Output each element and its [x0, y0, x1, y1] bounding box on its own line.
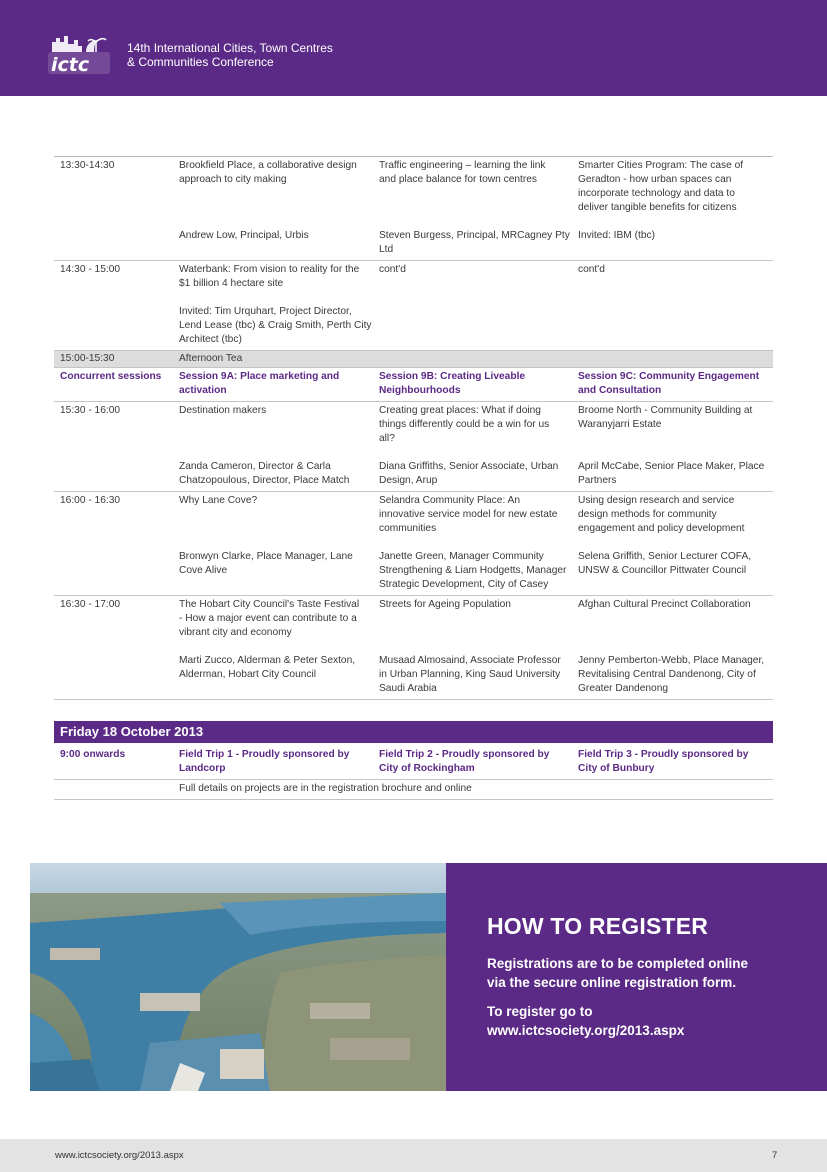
talk-title: Waranyjarri Estate: [578, 419, 662, 430]
register-text: Registrations are to be completed online via the secure online registration form.: [487, 956, 749, 990]
field-trip-line: Field Trip 3 - Proudly sponsored by: [578, 749, 749, 760]
time-cell: 14:30 - 15:00: [60, 264, 121, 275]
talk-title: and place balance for town centres: [379, 174, 538, 185]
time-cell: 15:00-15:30: [60, 353, 115, 364]
speaker: Bronwyn Clarke, Place Manager, Lane: [179, 551, 353, 562]
page-header: [0, 0, 827, 96]
speaker: Saudi Arabia: [379, 683, 437, 694]
table-row: [54, 492, 773, 596]
speaker: Diana Griffiths, Senior Associate, Urban: [379, 461, 559, 472]
friday-table: [54, 746, 773, 800]
time-cell: 15:30 - 16:00: [60, 405, 121, 416]
register-panel: [446, 863, 827, 1091]
register-title: HOW TO REGISTER: [487, 913, 709, 939]
talk-title: Creating great places: What if doing: [379, 405, 541, 416]
talk-title: Waterbank: From vision to reality for the: [179, 264, 360, 275]
field-trip: [578, 746, 773, 779]
aerial-photo: [30, 863, 446, 1091]
speaker: Revitalising Central Dandenong, City of: [578, 669, 756, 680]
ictc-logo: [46, 30, 112, 76]
speaker: in Urban Planning, King Saud University: [379, 669, 561, 680]
talk-title: Using design research and service: [578, 495, 735, 506]
talk-title: things differently could be a win for us: [379, 419, 550, 430]
speaker: Strategic Development, City of Casey: [379, 579, 549, 590]
speaker: Andrew Low, Principal, Urbis: [179, 230, 309, 241]
talk-title: incorporate technology and data to: [578, 188, 735, 199]
session-cell: [179, 157, 379, 260]
time-cell: 13:30-14:30: [60, 160, 115, 171]
talk-title: - How a major event can contribute to a: [179, 613, 357, 624]
session-heading: [379, 368, 578, 401]
speaker: Design, Arup: [379, 475, 438, 486]
time-cell: 16:30 - 17:00: [60, 599, 121, 610]
session-cell: [379, 402, 578, 491]
speaker: Ltd: [379, 244, 394, 255]
session-heading-line: Session 9B: Creating Liveable: [379, 371, 526, 382]
session-cell: [179, 596, 379, 699]
session-cell: cont'd: [379, 264, 406, 275]
talk-title: Brookfield Place, a collaborative design: [179, 160, 357, 171]
talk-title: Streets for Ageing Population: [379, 599, 511, 610]
field-trip: [379, 746, 578, 779]
speaker: Lend Lease (tbc) & Craig Smith, Perth City: [179, 320, 372, 331]
footer-url[interactable]: www.ictcsociety.org/2013.aspx: [55, 1150, 184, 1161]
session-cell: [578, 402, 773, 491]
talk-title: Afghan Cultural Precinct Collaboration: [578, 599, 751, 610]
time-cell: 9:00 onwards: [60, 749, 126, 760]
day-heading: Friday 18 October 2013: [54, 721, 773, 743]
speaker: Chatzopoulous, Director, Place Match: [179, 475, 350, 486]
table-row: [54, 261, 773, 351]
session-heading: [179, 368, 379, 401]
speaker: Cove Alive: [179, 565, 228, 576]
speaker: UNSW & Councillor Pittwater Council: [578, 565, 747, 576]
speaker: Partners: [578, 475, 617, 486]
session-heading-line: activation: [179, 385, 227, 396]
field-trip-line: Field Trip 1 - Proudly sponsored by: [179, 749, 350, 760]
talk-title: approach to city making: [179, 174, 287, 185]
conference-title-line2: & Communities Conference: [127, 55, 274, 69]
talk-title: Why Lane Cove?: [179, 495, 258, 506]
talk-title: Geradton - how urban spaces can: [578, 174, 732, 185]
session-cell: [179, 261, 379, 350]
talk-title: innovative service model for new estate: [379, 509, 558, 520]
talk-title: Traffic engineering – learning the link: [379, 160, 546, 171]
session-cell: [578, 492, 773, 595]
talk-title: deliver tangible benefits for citizens: [578, 202, 737, 213]
speaker: Zanda Cameron, Director & Carla: [179, 461, 331, 472]
talk-title: $1 billion 4 hectare site: [179, 278, 284, 289]
talk-title: all?: [379, 433, 395, 444]
sessions-label: Concurrent sessions: [60, 371, 162, 382]
break-label: Afternoon Tea: [179, 353, 243, 364]
speaker: Strengthening & Liam Hodgetts, Manager: [379, 565, 567, 576]
page-number: 7: [772, 1150, 778, 1161]
sessions-header-row: [54, 368, 773, 402]
session-cell: [578, 596, 773, 699]
session-heading-line: Neighbourhoods: [379, 385, 461, 396]
table-row: [54, 402, 773, 492]
table-row-break: [54, 351, 773, 368]
conference-title: [127, 41, 333, 69]
field-trip-line: Field Trip 2 - Proudly sponsored by: [379, 749, 550, 760]
session-cell: [179, 492, 379, 595]
session-cell: [578, 157, 773, 260]
session-cell: [379, 492, 578, 595]
talk-title: The Hobart City Council's Taste Festival: [179, 599, 360, 610]
speaker: Janette Green, Manager Community: [379, 551, 544, 562]
session-cell: [379, 596, 578, 699]
table-row: [54, 156, 773, 261]
speaker: Musaad Almosaind, Associate Professor: [379, 655, 561, 666]
session-cell: [379, 157, 578, 260]
talk-title: Selandra Community Place: An: [379, 495, 520, 506]
speaker: Alderman, Hobart City Council: [179, 669, 317, 680]
table-row: [54, 746, 773, 780]
session-cell: [179, 402, 379, 491]
table-row: [54, 780, 773, 800]
conference-title-line1: 14th International Cities, Town Centres: [127, 41, 333, 55]
time-cell: 16:00 - 16:30: [60, 495, 121, 506]
talk-title: Broome North - Community Building at: [578, 405, 753, 416]
schedule-table: [54, 156, 773, 700]
field-trip-line: City of Bunbury: [578, 763, 655, 774]
talk-title: engagement and policy development: [578, 523, 745, 534]
session-heading: [578, 368, 773, 401]
talk-title: vibrant city and economy: [179, 627, 292, 638]
speaker: Greater Dandenong: [578, 683, 669, 694]
field-trip-line: City of Rockingham: [379, 763, 475, 774]
session-cell: cont'd: [578, 264, 605, 275]
talk-title: design methods for community: [578, 509, 717, 520]
talk-title: communities: [379, 523, 437, 534]
speaker: Jenny Pemberton-Webb, Place Manager,: [578, 655, 765, 666]
speaker: Architect (tbc): [179, 334, 242, 345]
register-link[interactable]: To register go to www.ictcsociety.org/2013.aspx: [487, 1004, 685, 1038]
field-trip-line: Landcorp: [179, 763, 226, 774]
session-heading-line: Session 9C: Community Engagement: [578, 371, 760, 382]
table-row: [54, 596, 773, 700]
page-footer: [0, 1139, 827, 1172]
talk-title: Smarter Cities Program: The case of: [578, 160, 744, 171]
speaker: Invited: IBM (tbc): [578, 230, 655, 241]
speaker: Marti Zucco, Alderman & Peter Sexton,: [179, 655, 356, 666]
session-heading-line: Session 9A: Place marketing and: [179, 371, 340, 382]
svg-text:ictc: ictc: [51, 54, 90, 76]
speaker: Selena Griffith, Senior Lecturer COFA,: [578, 551, 752, 562]
speaker: Invited: Tim Urquhart, Project Director,: [179, 306, 352, 317]
speaker: April McCabe, Senior Place Maker, Place: [578, 461, 765, 472]
field-trip-note: Full details on projects are in the registration brochure and online: [179, 783, 472, 794]
talk-title: Destination makers: [179, 405, 267, 416]
session-heading-line: and Consultation: [578, 385, 662, 396]
speaker: Steven Burgess, Principal, MRCagney Pty: [379, 230, 570, 241]
field-trip: [179, 746, 379, 779]
